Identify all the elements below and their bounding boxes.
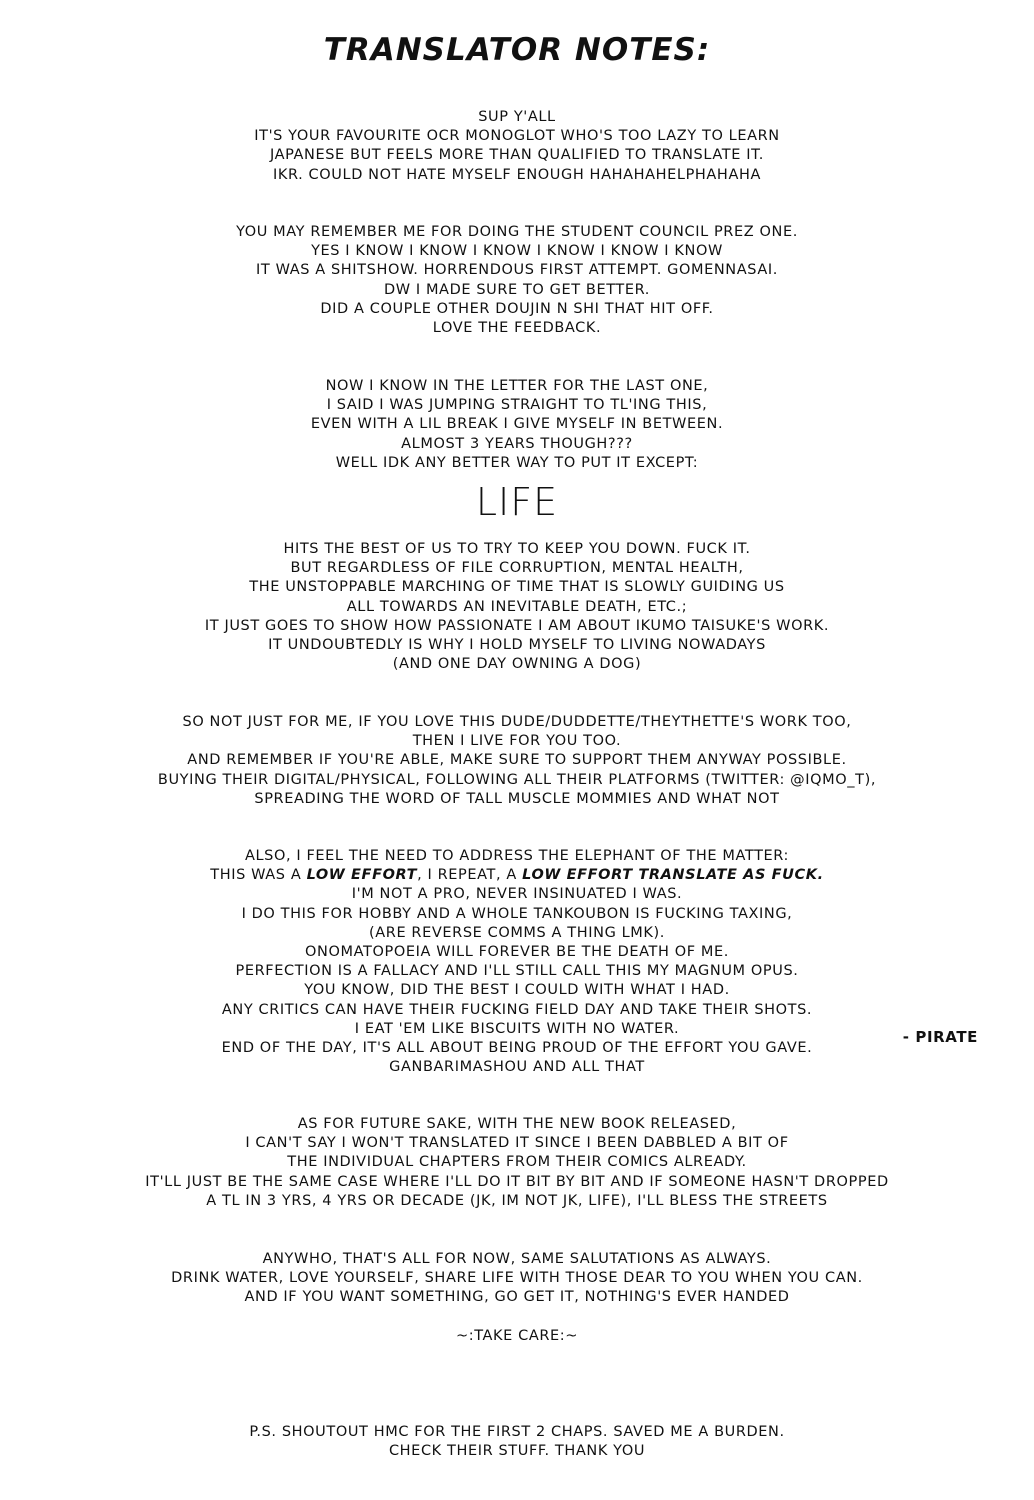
text-line: AND IF YOU WANT SOMETHING, GO GET IT, NOTHING'S EVER HANDED <box>244 1289 790 1306</box>
text-line: ANYWHO, THAT'S ALL FOR NOW, SAME SALUTATIONS AS ALWAYS. <box>262 1251 772 1267</box>
text-line: DRINK WATER, LOVE YOURSELF, SHARE LIFE WITH THOSE DEAR TO YOU WHEN YOU CAN. <box>171 1270 863 1287</box>
text-line: (ARE REVERSE COMMS A THING LMK). <box>369 924 665 941</box>
text-line: IT JUST GOES TO SHOW HOW PASSIONATE I AM ABOUT IKUMO TAISUKE'S WORK. <box>204 617 830 634</box>
text-line: NOW I KNOW IN THE LETTER FOR THE LAST ONE, <box>325 378 709 394</box>
text-line: EVEN WITH A LIL BREAK I GIVE MYSELF IN BETWEEN. <box>310 416 724 433</box>
page-title: TRANSLATOR NOTES: <box>323 32 711 68</box>
low-effort-emphasis: LOW EFFORT <box>306 867 418 884</box>
text-line: A TL IN 3 YRS, 4 YRS OR DECADE (JK, IM NOT JK, LIFE), I'LL BLESS THE STREETS <box>206 1192 828 1209</box>
closing-line <box>0 1327 1034 1346</box>
text-line: WELL IDK ANY BETTER WAY TO PUT IT EXCEPT: <box>335 454 699 471</box>
paragraph-future <box>0 1115 1034 1211</box>
text-line: THE INDIVIDUAL CHAPTERS FROM THEIR COMICS ALREADY. <box>287 1154 747 1171</box>
text-line: AS FOR FUTURE SAKE, WITH THE NEW BOOK RELEASED, <box>297 1116 737 1132</box>
paragraph-intro <box>0 108 1034 185</box>
paragraph-previous-work <box>0 223 1034 338</box>
text-line: I EAT 'EM LIKE BISCUITS WITH NO WATER. <box>354 1020 680 1037</box>
text-line: SUP Y'ALL <box>478 109 556 125</box>
text-line: ALL TOWARDS AN INEVITABLE DEATH, ETC.; <box>346 598 688 615</box>
text-line: P.S. SHOUTOUT HMC FOR THE FIRST 2 CHAPS. SAVED ME A BURDEN. <box>249 1424 785 1440</box>
text-line: IT'S YOUR FAVOURITE OCR MONOGLOT WHO'S TOO LAZY TO LEARN <box>254 128 780 145</box>
text-line: IT UNDOUBTEDLY IS WHY I HOLD MYSELF TO LIVING NOWADAYS <box>268 637 766 654</box>
text-line: BUT REGARDLESS OF FILE CORRUPTION, MENTAL HEALTH, <box>290 560 744 577</box>
paragraph-low-effort <box>0 847 1034 1077</box>
text-line: I CAN'T SAY I WON'T TRANSLATED IT SINCE I BEEN DABBLED A BIT OF <box>245 1135 789 1152</box>
text-line: ONOMATOPOEIA WILL FOREVER BE THE DEATH OF ME. <box>305 944 729 961</box>
text-line: YOU MAY REMEMBER ME FOR DOING THE STUDENT COUNCIL PREZ ONE. <box>236 224 798 240</box>
text-line: SPREADING THE WORD OF TALL MUSCLE MOMMIES AND WHAT NOT <box>254 790 780 807</box>
text-line: HITS THE BEST OF US TO TRY TO KEEP YOU DOWN. FUCK IT. <box>283 541 751 557</box>
life-heading: LIFE <box>475 480 559 524</box>
text-line: THE UNSTOPPABLE MARCHING OF TIME THAT IS SLOWLY GUIDING US <box>249 579 785 596</box>
low-effort-translate-emphasis: LOW EFFORT TRANSLATE AS FUCK. <box>522 867 824 884</box>
paragraph-delay <box>0 377 1034 473</box>
paragraph-support <box>0 713 1034 809</box>
paragraph-salutations <box>0 1250 1034 1308</box>
text-line: ~:TAKE CARE:~ <box>455 1328 579 1344</box>
text-segment: THIS WAS A <box>210 867 307 884</box>
signature: - PIRATE <box>902 1028 978 1046</box>
text-line: ANY CRITICS CAN HAVE THEIR FUCKING FIELD DAY AND TAKE THEIR SHOTS. <box>221 1001 813 1018</box>
text-line: IKR. COULD NOT HATE MYSELF ENOUGH HAHAHAHELPHAHAHA <box>273 166 761 183</box>
text-line: YOU KNOW, DID THE BEST I COULD WITH WHAT I HAD. <box>304 982 730 999</box>
text-segment: , I REPEAT, A <box>417 867 523 884</box>
text-line: (AND ONE DAY OWNING A DOG) <box>392 656 642 673</box>
text-line: DW I MADE SURE TO GET BETTER. <box>383 281 651 298</box>
text-line: CHECK THEIR STUFF. THANK YOU <box>388 1443 646 1460</box>
text-line: I SAID I WAS JUMPING STRAIGHT TO TL'ING THIS, <box>326 397 708 414</box>
text-line: DID A COUPLE OTHER DOUJIN N SHI THAT HIT OFF. <box>320 300 714 317</box>
text-line: YES I KNOW I KNOW I KNOW I KNOW I KNOW I KNOW <box>311 243 723 260</box>
text-line: I'M NOT A PRO, NEVER INSINUATED I WAS. <box>351 886 683 903</box>
text-line: PERFECTION IS A FALLACY AND I'LL STILL CALL THIS MY MAGNUM OPUS. <box>235 963 799 980</box>
text-line: ALSO, I FEEL THE NEED TO ADDRESS THE ELEPHANT OF THE MATTER: <box>244 848 790 864</box>
text-line: IT WAS A SHITSHOW. HORRENDOUS FIRST ATTEMPT. GOMENNASAI. <box>256 262 778 279</box>
text-line: THEN I LIVE FOR YOU TOO. <box>412 733 622 750</box>
paragraph-life <box>0 540 1034 674</box>
text-line: AND REMEMBER IF YOU'RE ABLE, MAKE SURE TO SUPPORT THEM ANYWAY POSSIBLE. <box>187 752 847 769</box>
text-line: GANBARIMASHOU AND ALL THAT <box>389 1059 645 1076</box>
text-line: JAPANESE BUT FEELS MORE THAN QUALIFIED TO TRANSLATE IT. <box>269 147 765 164</box>
text-line: ALMOST 3 YEARS THOUGH??? <box>401 435 633 452</box>
text-line: SO NOT JUST FOR ME, IF YOU LOVE THIS DUDE/DUDDETTE/THEYTHETTE'S WORK TOO, <box>182 714 852 730</box>
text-line: LOVE THE FEEDBACK. <box>432 320 602 337</box>
text-line: END OF THE DAY, IT'S ALL ABOUT BEING PROUD OF THE EFFORT YOU GAVE. <box>221 1040 813 1057</box>
text-line: IT'LL JUST BE THE SAME CASE WHERE I'LL DO IT BIT BY BIT AND IF SOMEONE HASN'T DROPPED <box>145 1173 889 1190</box>
text-line: I DO THIS FOR HOBBY AND A WHOLE TANKOUBON IS FUCKING TAXING, <box>241 905 793 922</box>
text-line: BUYING THEIR DIGITAL/PHYSICAL, FOLLOWING ALL THEIR PLATFORMS (TWITTER: @IQMO_T), <box>157 771 877 788</box>
text-line-emphasis <box>0 866 1034 885</box>
paragraph-ps <box>0 1423 1034 1461</box>
